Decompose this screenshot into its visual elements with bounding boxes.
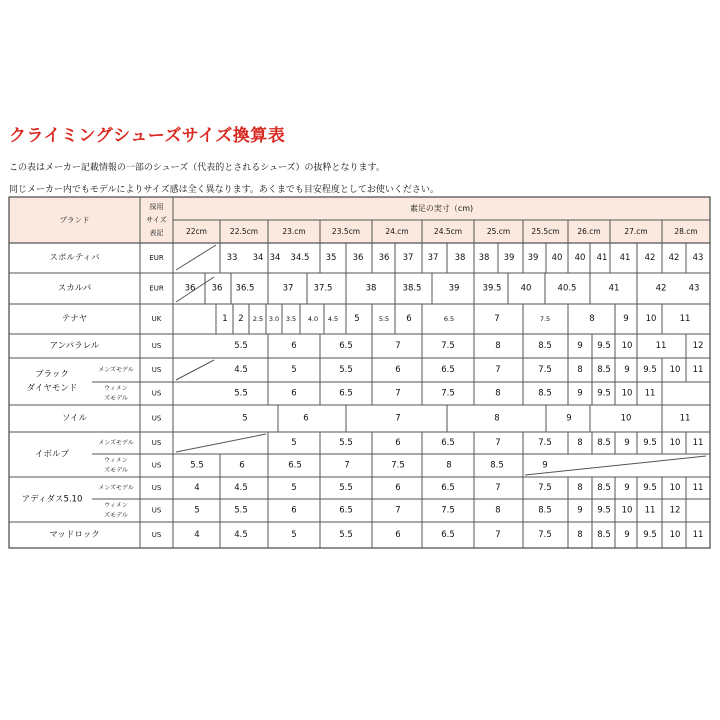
brand-label: アディダス5.10 bbox=[21, 494, 83, 505]
size-value: 7 bbox=[344, 460, 350, 471]
model-label: ズモデル bbox=[104, 467, 128, 474]
brand-label: スポルティバ bbox=[49, 253, 100, 263]
unit-label: EUR bbox=[149, 284, 164, 293]
size-value: 2.5 bbox=[252, 315, 264, 323]
size-value: 9.5 bbox=[643, 530, 657, 540]
size-value: 7 bbox=[495, 530, 501, 540]
header-size-7: 25.cm bbox=[486, 227, 511, 236]
size-value: 7.5 bbox=[441, 341, 455, 351]
header-size-2: 22.5cm bbox=[229, 227, 259, 236]
size-value: 9.5 bbox=[643, 438, 657, 448]
size-value: 8.5 bbox=[597, 483, 611, 493]
size-value: 39 bbox=[503, 253, 515, 263]
header-brand: ブランド bbox=[59, 215, 90, 225]
size-value: 6.5 bbox=[339, 341, 353, 351]
size-value: 9 bbox=[542, 460, 548, 471]
note-text: この表はメーカー記載情報の一部のシューズ（代表的とされるシューズ）の抜粋となります。 bbox=[9, 163, 385, 173]
size-value: 5.5 bbox=[339, 365, 353, 375]
size-value: 12 bbox=[669, 505, 681, 516]
size-value: 7.5 bbox=[538, 438, 552, 448]
size-value: 42 bbox=[644, 253, 656, 263]
brand-label: ダイヤモンド bbox=[26, 383, 78, 394]
brand-label: ソイル bbox=[61, 413, 88, 424]
unit-label: US bbox=[151, 484, 162, 492]
size-value: 11 bbox=[644, 388, 656, 399]
size-value: 34 bbox=[269, 253, 281, 263]
size-value: 9 bbox=[577, 388, 583, 399]
size-value: 9 bbox=[577, 505, 583, 516]
size-value: 7 bbox=[395, 341, 401, 351]
size-value: 33 bbox=[226, 253, 238, 263]
size-value: 7.5 bbox=[539, 315, 551, 323]
size-value: 8 bbox=[577, 530, 583, 540]
model-label: メンズモデル bbox=[98, 439, 134, 447]
header-unit: 採用 bbox=[149, 203, 164, 211]
size-value: 6 bbox=[395, 530, 401, 540]
size-value: 9 bbox=[624, 365, 630, 375]
unit-label: EUR bbox=[149, 254, 164, 262]
model-label: メンズモデル bbox=[98, 366, 134, 374]
unit-label: US bbox=[151, 439, 162, 447]
size-value: 5.5 bbox=[339, 530, 353, 540]
size-value: 36.5 bbox=[235, 283, 255, 294]
header-size-8: 25.5cm bbox=[531, 227, 560, 236]
size-value: 10 bbox=[621, 505, 633, 516]
size-value: 39 bbox=[448, 283, 460, 294]
size-value: 7.5 bbox=[538, 483, 552, 493]
size-value: 5 bbox=[291, 483, 297, 493]
size-value: 8.5 bbox=[538, 505, 552, 516]
size-value: 10 bbox=[669, 483, 681, 493]
size-value: 6 bbox=[291, 341, 297, 351]
size-value: 4.5 bbox=[234, 483, 248, 493]
size-value: 8 bbox=[495, 505, 501, 516]
size-value: 8.5 bbox=[490, 460, 504, 471]
size-value: 37 bbox=[427, 253, 439, 263]
size-value: 11 bbox=[679, 413, 691, 424]
header-size-1: 22cm bbox=[186, 227, 207, 236]
na-diagonal bbox=[525, 456, 706, 475]
brand-label: テナヤ bbox=[61, 314, 88, 324]
size-value: 41 bbox=[596, 253, 608, 263]
size-value: 40 bbox=[574, 253, 586, 263]
size-value: 8 bbox=[589, 314, 595, 324]
header-unit: 表記 bbox=[149, 229, 164, 237]
size-value: 43 bbox=[692, 253, 704, 263]
size-value: 9 bbox=[624, 438, 630, 448]
size-value: 4.5 bbox=[234, 530, 248, 540]
header-size-4: 23.5cm bbox=[331, 227, 361, 236]
header-size-3: 23.cm bbox=[282, 227, 306, 236]
size-value: 36 bbox=[352, 253, 364, 263]
size-value: 9 bbox=[566, 413, 572, 424]
size-value: 3.5 bbox=[285, 315, 297, 323]
size-value: 6 bbox=[303, 413, 309, 424]
size-value: 8 bbox=[495, 388, 501, 399]
size-value: 9 bbox=[623, 314, 629, 324]
size-value: 4.5 bbox=[234, 365, 248, 375]
size-value: 5 bbox=[354, 314, 360, 324]
size-value: 8 bbox=[494, 413, 500, 424]
size-value: 10 bbox=[669, 438, 681, 448]
size-value: 6 bbox=[406, 314, 412, 324]
size-value: 39.5 bbox=[482, 283, 502, 294]
unit-label: US bbox=[151, 389, 162, 398]
unit-label: US bbox=[151, 342, 162, 350]
header-unit: サイズ bbox=[146, 216, 167, 224]
size-value: 37 bbox=[402, 253, 414, 263]
size-value: 11 bbox=[692, 438, 704, 448]
size-value: 9 bbox=[624, 483, 630, 493]
size-value: 6.5 bbox=[443, 315, 455, 323]
size-value: 7 bbox=[495, 438, 501, 448]
size-value: 6.5 bbox=[288, 460, 302, 471]
size-value: 5 bbox=[291, 530, 297, 540]
model-label: ウィメン bbox=[104, 385, 128, 392]
size-value: 35 bbox=[325, 253, 337, 263]
size-value: 5 bbox=[242, 413, 248, 424]
size-value: 7 bbox=[395, 413, 401, 424]
size-value: 9.5 bbox=[643, 483, 657, 493]
size-value: 34 bbox=[252, 253, 264, 263]
na-diagonal bbox=[176, 360, 214, 380]
size-value: 7 bbox=[395, 505, 401, 516]
size-value: 10 bbox=[669, 365, 681, 375]
size-value: 10 bbox=[621, 388, 633, 399]
size-value: 8.5 bbox=[597, 365, 611, 375]
size-value: 7 bbox=[395, 388, 401, 399]
size-value: 3.0 bbox=[268, 315, 280, 323]
model-label: ウィメン bbox=[104, 457, 128, 464]
size-value: 9.5 bbox=[643, 365, 657, 375]
note-text: 同じメーカー内でもモデルによりサイズ感は全く異なります。あくまでも目安程度としてお使いください。 bbox=[9, 185, 439, 195]
page-title: クライミングシューズサイズ換算表 bbox=[9, 126, 286, 146]
size-value: 7.5 bbox=[538, 530, 552, 540]
size-value: 42 bbox=[655, 283, 667, 294]
size-value: 38 bbox=[454, 253, 466, 263]
size-value: 9 bbox=[624, 530, 630, 540]
unit-label: US bbox=[151, 414, 162, 423]
size-value: 6 bbox=[291, 505, 297, 516]
size-value: 41 bbox=[619, 253, 631, 263]
size-value: 6 bbox=[395, 365, 401, 375]
size-value: 37 bbox=[282, 283, 294, 294]
unit-label: US bbox=[151, 461, 162, 470]
size-value: 6.5 bbox=[339, 388, 353, 399]
unit-label: US bbox=[151, 366, 162, 374]
size-value: 7.5 bbox=[391, 460, 405, 471]
header-size-6: 24.5cm bbox=[433, 227, 463, 236]
na-diagonal bbox=[176, 434, 266, 452]
size-value: 42 bbox=[668, 253, 680, 263]
model-label: ウィメン bbox=[104, 502, 128, 509]
brand-label: ブラック bbox=[35, 369, 69, 380]
size-value: 37.5 bbox=[313, 283, 333, 294]
size-value: 6 bbox=[291, 388, 297, 399]
size-value: 8 bbox=[577, 438, 583, 448]
size-value: 7 bbox=[495, 365, 501, 375]
size-value: 10 bbox=[645, 314, 657, 324]
model-label: メンズモデル bbox=[98, 484, 134, 492]
size-value: 8 bbox=[577, 483, 583, 493]
size-value: 36 bbox=[184, 283, 196, 294]
size-value: 1 bbox=[222, 314, 228, 324]
size-value: 10 bbox=[669, 530, 681, 540]
size-value: 5 bbox=[291, 438, 297, 448]
model-label: ズモデル bbox=[104, 395, 128, 402]
size-value: 36 bbox=[211, 283, 223, 294]
size-value: 36 bbox=[378, 253, 390, 263]
size-value: 8.5 bbox=[597, 530, 611, 540]
size-value: 11 bbox=[692, 530, 704, 540]
size-value: 5.5 bbox=[234, 505, 248, 516]
size-value: 10 bbox=[620, 413, 632, 424]
size-value: 5.5 bbox=[234, 388, 248, 399]
size-value: 8.5 bbox=[538, 388, 552, 399]
header-size-5: 24.cm bbox=[385, 227, 409, 236]
size-value: 6 bbox=[395, 483, 401, 493]
size-value: 9 bbox=[577, 341, 583, 351]
size-value: 8.5 bbox=[538, 341, 552, 351]
size-value: 41 bbox=[608, 283, 620, 294]
unit-label: US bbox=[151, 506, 162, 515]
size-value: 11 bbox=[692, 483, 704, 493]
size-value: 9.5 bbox=[597, 341, 611, 351]
size-value: 38.5 bbox=[402, 283, 422, 294]
size-value: 4.5 bbox=[327, 315, 339, 323]
size-value: 11 bbox=[655, 341, 667, 351]
brand-label: アンパラレル bbox=[49, 341, 100, 351]
size-value: 6.5 bbox=[339, 505, 353, 516]
size-value: 40.5 bbox=[557, 283, 577, 294]
size-value: 7 bbox=[495, 483, 501, 493]
size-value: 6 bbox=[239, 460, 245, 471]
size-value: 4 bbox=[194, 483, 200, 493]
size-value: 9.5 bbox=[597, 505, 611, 516]
size-value: 8 bbox=[495, 341, 501, 351]
header-size-9: 26.cm bbox=[577, 227, 601, 236]
size-value: 9.5 bbox=[597, 388, 611, 399]
header-size-11: 28.cm bbox=[674, 227, 698, 236]
size-value: 6.5 bbox=[441, 438, 455, 448]
header-group: 素足の実寸（cm) bbox=[409, 204, 474, 213]
size-value: 40 bbox=[520, 283, 532, 294]
na-diagonal bbox=[176, 277, 214, 302]
size-value: 5.5 bbox=[378, 315, 390, 323]
size-value: 40 bbox=[551, 253, 563, 263]
size-value: 8.5 bbox=[597, 438, 611, 448]
size-value: 6.5 bbox=[441, 483, 455, 493]
size-value: 11 bbox=[644, 505, 656, 516]
unit-label: UK bbox=[151, 315, 162, 323]
size-value: 4 bbox=[194, 530, 200, 540]
size-value: 34.5 bbox=[290, 253, 310, 263]
size-value: 4.0 bbox=[307, 315, 319, 323]
size-value: 6.5 bbox=[441, 530, 455, 540]
size-value: 6.5 bbox=[441, 365, 455, 375]
size-value: 8 bbox=[577, 365, 583, 375]
size-value: 7.5 bbox=[441, 505, 455, 516]
size-value: 7.5 bbox=[441, 388, 455, 399]
size-value: 5.5 bbox=[339, 438, 353, 448]
size-value: 12 bbox=[692, 341, 704, 351]
size-value: 38 bbox=[365, 283, 377, 294]
na-diagonal bbox=[176, 245, 216, 270]
brand-label: イボルブ bbox=[34, 449, 70, 460]
size-value: 5 bbox=[291, 365, 297, 375]
header-size-10: 27.cm bbox=[624, 227, 648, 236]
model-label: ズモデル bbox=[104, 512, 128, 519]
brand-label: マッドロック bbox=[49, 530, 100, 540]
size-value: 5.5 bbox=[234, 341, 248, 351]
size-value: 11 bbox=[692, 365, 704, 375]
size-value: 39 bbox=[527, 253, 539, 263]
size-value: 43 bbox=[688, 283, 700, 294]
size-value: 10 bbox=[621, 341, 633, 351]
size-value: 38 bbox=[478, 253, 490, 263]
size-value: 7.5 bbox=[538, 365, 552, 375]
brand-label: スカルパ bbox=[57, 283, 92, 294]
unit-label: US bbox=[151, 531, 162, 539]
size-value: 11 bbox=[679, 314, 691, 324]
size-value: 2 bbox=[238, 314, 244, 324]
size-value: 6 bbox=[395, 438, 401, 448]
size-value: 5.5 bbox=[339, 483, 353, 493]
size-value: 7 bbox=[494, 314, 500, 324]
size-value: 5.5 bbox=[190, 460, 204, 471]
size-value: 8 bbox=[446, 460, 452, 471]
size-value: 5 bbox=[194, 505, 200, 516]
